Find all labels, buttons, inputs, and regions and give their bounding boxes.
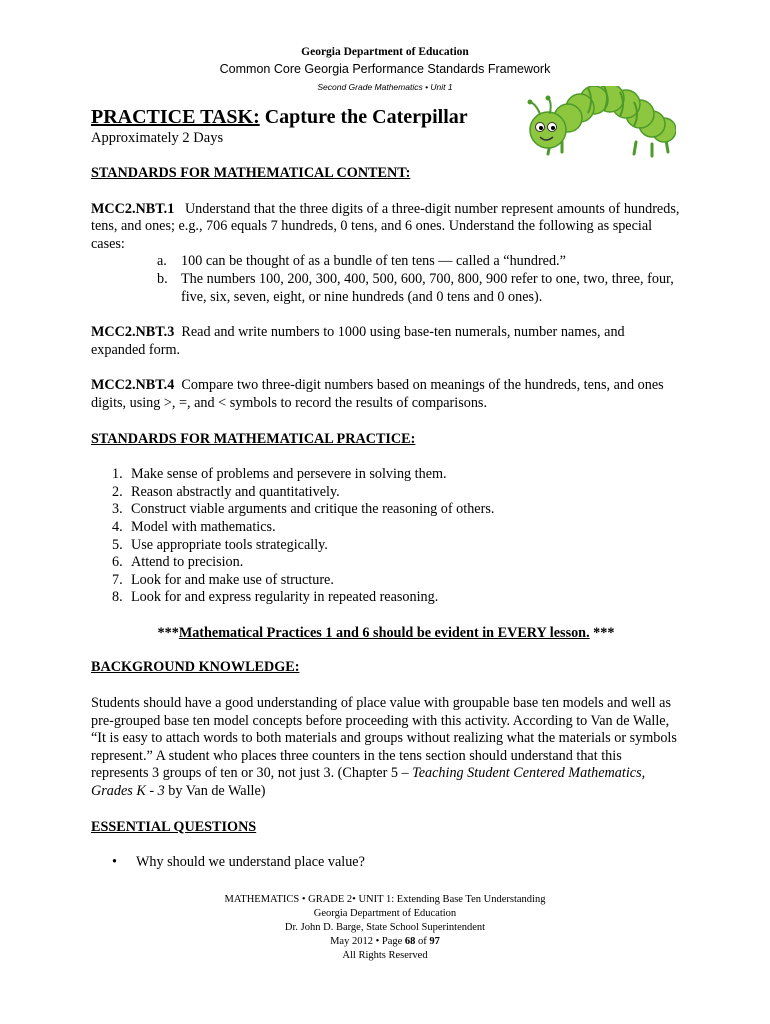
question-text: Why should we understand place value? [136, 854, 365, 871]
practice-standards-heading: STANDARDS FOR MATHEMATICAL PRACTICE: [91, 430, 416, 447]
document-body [91, 165, 681, 872]
title-name: Capture the Caterpillar [264, 106, 468, 128]
list-item [91, 554, 681, 572]
list-text: Use appropriate tools strategically. [131, 536, 328, 553]
list-text: Reason abstractly and quantitatively. [131, 483, 340, 500]
footer-page-num: 68 [404, 936, 416, 947]
page-title [91, 106, 468, 129]
list-text: Model with mathematics. [131, 518, 276, 535]
note-suffix: *** [589, 624, 615, 641]
list-text: The numbers 100, 200, 300, 400, 500, 600, 700, 800, 900 refer to one, two, three, four, five, six, seven, eight, or nine hundreds (and 0 tens and 0 ones). [181, 270, 674, 305]
standard-nbt4 [91, 377, 681, 412]
list-letter: a. [157, 253, 167, 270]
standard-text: Compare two three-digit numbers based on meanings of the hundreds, tens, and ones digits, using >, =, and < symbols to record the results of comparisons. [91, 377, 664, 411]
essential-question [91, 854, 681, 872]
list-text: Look for and express regularity in repeated reasoning. [131, 589, 439, 606]
bullet: • [112, 854, 117, 871]
list-letter: b. [157, 270, 168, 287]
list-number: 6. [112, 554, 123, 571]
standard-text: Read and write numbers to 1000 using base-ten numerals, number names, and expanded form. [91, 324, 625, 358]
list-number: 5. [112, 536, 123, 553]
footer-line: Dr. John D. Barge, State School Superintendent [284, 922, 486, 933]
header-framework: Common Core Georgia Performance Standards Framework [219, 62, 551, 76]
header-course: Second Grade Mathematics • Unit 1 [317, 82, 453, 92]
list-item [91, 484, 681, 502]
citation-suffix: by Van de Walle) [164, 783, 266, 800]
note-main: Mathematical Practices 1 and 6 should be evident in EVERY lesson. [178, 624, 590, 641]
header-org: Georgia Department of Education [301, 46, 469, 58]
list-item [91, 466, 681, 484]
footer-page-of: of [415, 936, 430, 947]
special-cases-list [91, 253, 681, 306]
background-text: Students should have a good understanding of place value with groupable base ten models and well as pre-grouped base ten model concepts before proceeding with this activity. According to Van de Walle, “It is easy to attach words to both materials and groups without realizing what the materials or symbols represent.” A student who places three counters in the tens section should understand that this represents 3 groups of ten or 30, not just 3. (Chapter 5 – [91, 695, 677, 782]
note-prefix: *** [157, 624, 179, 641]
footer-line: MATHEMATICS • GRADE 2• UNIT 1: Extending Base Ten Understanding [224, 894, 546, 905]
duration: Approximately 2 Days [91, 130, 224, 146]
list-item [91, 589, 681, 607]
standard-text: Understand that the three digits of a three-digit number represent amounts of hundreds, tens, and ones; e.g., 706 equals 7 hundreds, 0 tens, and 6 ones. Understand the following as special cases: [91, 200, 680, 252]
background-heading: BACKGROUND KNOWLEDGE: [91, 659, 300, 676]
list-number: 4. [112, 518, 123, 535]
page-footer [0, 893, 770, 963]
list-text: Construct viable arguments and critique the reasoning of others. [131, 501, 495, 518]
list-number: 2. [112, 483, 123, 500]
list-item [91, 253, 681, 271]
practice-list [91, 466, 681, 607]
standard-code: MCC2.NBT.4 [91, 377, 175, 394]
standard-nbt1 [91, 201, 681, 254]
content-standards-heading: STANDARDS FOR MATHEMATICAL CONTENT: [91, 165, 411, 181]
list-text: Look for and make use of structure. [131, 571, 334, 588]
list-number: 1. [112, 466, 123, 483]
citation-title: Teaching Student Centered Mathematics, Grades K - 3 [91, 765, 646, 800]
title-label: PRACTICE TASK: [91, 106, 260, 128]
list-item [91, 501, 681, 519]
footer-page-prefix: May 2012 • Page [330, 936, 405, 947]
list-item [91, 519, 681, 537]
standard-code: MCC2.NBT.3 [91, 324, 175, 341]
footer-line: Georgia Department of Education [313, 908, 457, 919]
essential-heading: ESSENTIAL QUESTIONS [91, 818, 257, 835]
list-text: 100 can be thought of as a bundle of ten tens — called a “hundred.” [181, 253, 566, 270]
list-item [91, 572, 681, 590]
practice-note [91, 625, 681, 643]
list-number: 3. [112, 501, 123, 518]
footer-page-number [0, 935, 770, 949]
footer-page-total: 97 [429, 936, 440, 947]
background-paragraph [91, 695, 681, 801]
list-text: Make sense of problems and persevere in solving them. [131, 466, 447, 483]
list-number: 8. [112, 589, 123, 606]
standard-nbt3 [91, 324, 681, 359]
footer-line: All Rights Reserved [342, 950, 428, 961]
list-text: Attend to precision. [131, 554, 244, 571]
list-number: 7. [112, 571, 123, 588]
standard-code: MCC2.NBT.1 [91, 200, 175, 217]
list-item [91, 537, 681, 555]
caterpillar-illustration [516, 86, 676, 168]
list-item [91, 271, 681, 306]
